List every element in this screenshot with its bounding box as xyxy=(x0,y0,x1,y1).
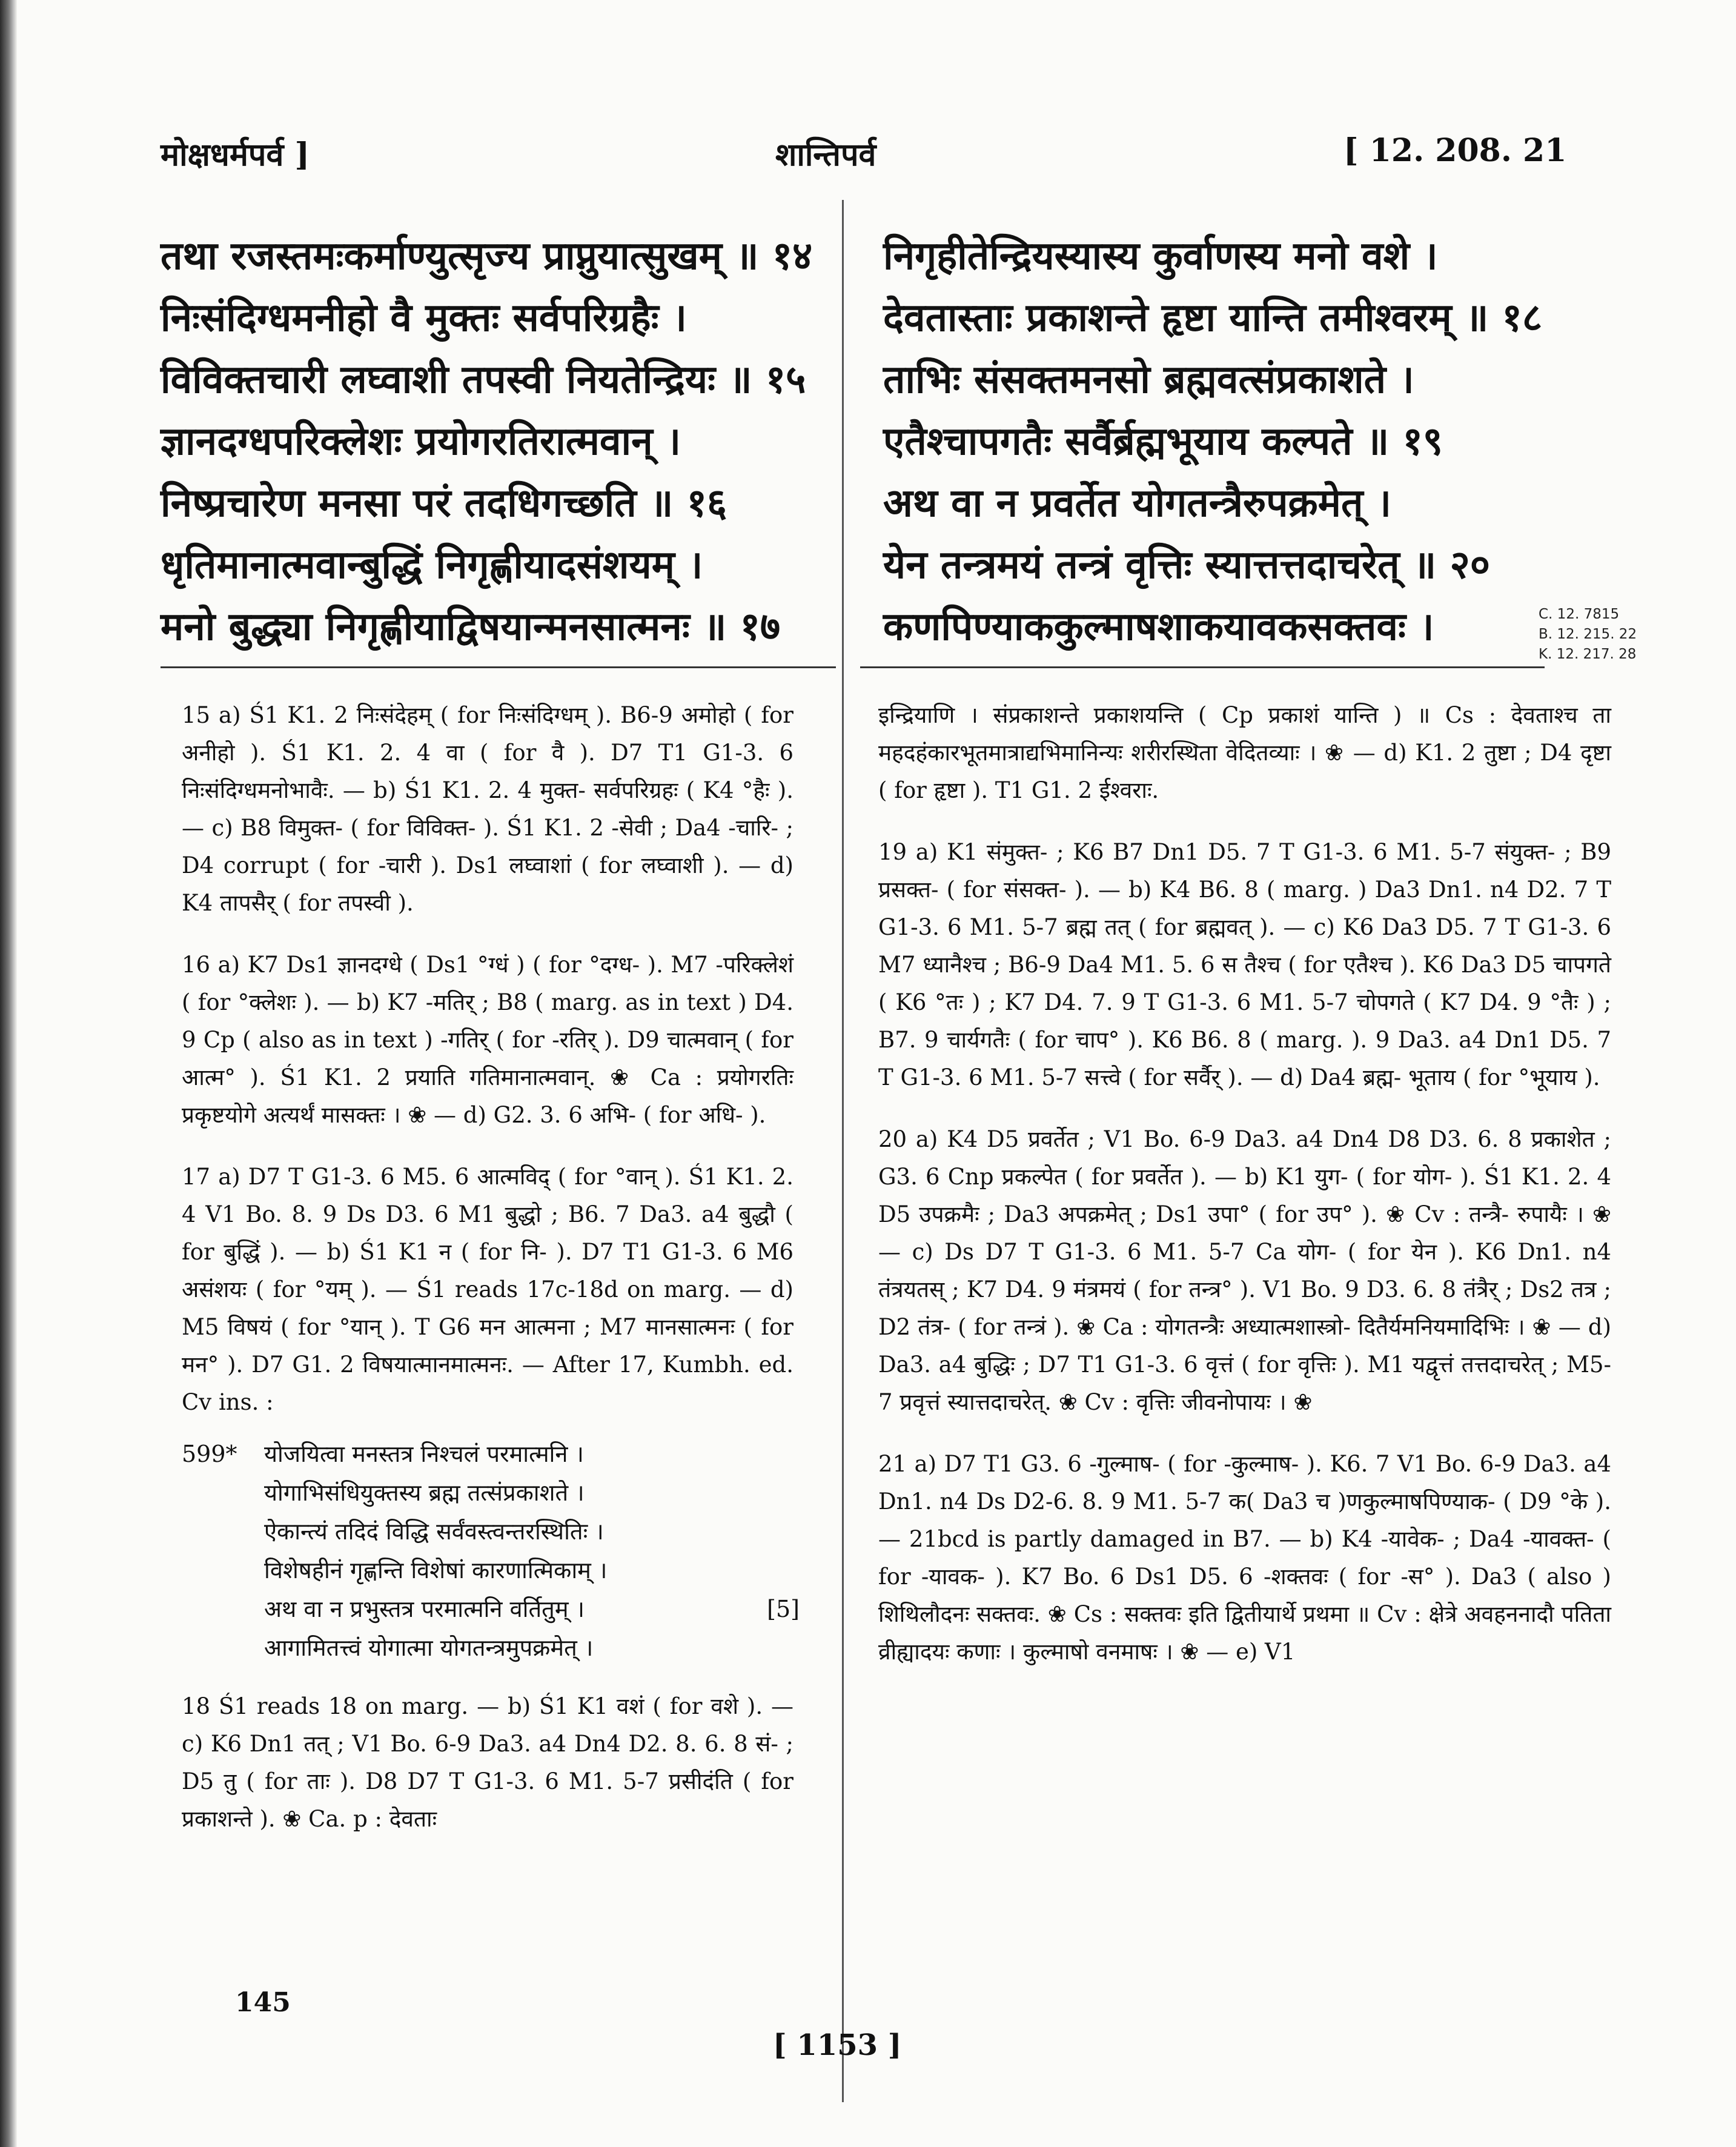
verse-line: एतैश्चापगतैः सर्वैर्ब्रह्मभूयाय कल्पते ॥ १९ xyxy=(883,419,1443,464)
verse-line: निगृहीतेन्द्रियस्यास्य कुर्वाणस्य मनो वशे । xyxy=(883,233,1438,279)
critical-note: 21 a) D7 T1 G3. 6 -गुल्माष- ( for -कुल्माष- ). K6. 7 V1 Bo. 6-9 Da3. a4 Dn1. n4 Ds D2-6. 8. 9 M1. 5-7 क( Da3 च )णकुल्माषपिण्याक- ( D9 °के ). — 21bcd is partly damaged in B7. — b) K4 -यावेक- ; Da4 -यावक्त- ( for -यावक- ). K7 Bo. 6 Ds1 D5. 6 -शक्तवः ( for -स° ). Da3 ( also ) शिथिलौदनः सक्तवः. ❀ Cs : सक्तवः इति द्वितीयार्थे प्रथमा ॥ Cv : क्षेत्रे अवहननादौ पतिता व्रीह्यादयः कणाः । कुल्माषो वनमाषः । ❀ — e) V1 xyxy=(878,1451,1611,1665)
verse-line: निःसंदिग्धमनीहो वै मुक्तः सर्वपरिग्रहैः । xyxy=(161,295,687,340)
critical-note: 18 Ś1 reads 18 on marg. — b) Ś1 K1 वशं ( for वशे ). — c) K6 Dn1 तत् ; V1 Bo. 6-9 Da3. a4 Dn4 D2. 8. 6. 8 सं- ; D5 तु ( for ताः ). D8 D7 T G1-3. 6 M1. 5-7 प्रसीदंति ( for प्रकाशन्ते ). ❀ Ca. p : देवताः xyxy=(182,1693,793,1832)
critical-note: 15 a) Ś1 K1. 2 निःसंदेहम् ( for निःसंदिग्धम् ). B6-9 अमोहो ( for अनीहो ). Ś1 K1. 2. 4 वा ( for वै ). D7 T1 G1-3. 6 निःसंदिग्धमनोभावैः. — b) Ś1 K1. 2. 4 मुक्त- सर्वपरिग्रहः ( K4 °हैः ). — c) B8 विमुक्त- ( for विविक्त- ). Ś1 K1. 2 -सेवी ; Da4 -चारि- ; D4 corrupt ( for -चारी ). Ds1 लघ्वाशां ( for लघ्वाशी ). — d) K4 तापसैर् ( for तपस्वी ). xyxy=(182,702,793,916)
critical-note: 19 a) K1 संमुक्त- ; K6 B7 Dn1 D5. 7 T G1-3. 6 M1. 5-7 संयुक्त- ; B9 प्रसक्त- ( for संसक्त- ). — b) K4 B6. 8 ( marg. ) Da3 Dn1. n4 D2. 7 T G1-3. 6 M1. 5-7 ब्रह्म तत् ( for ब्रह्मवत् ). — c) K6 Da3 D5. 7 T G1-3. 6 M7 ध्यानैश्च ; B6-9 Da4 M1. 5. 6 स तैश्च ( for एतैश्च ). K6 Da3 D5 चापगते ( K6 °तः ) ; K7 D4. 7. 9 T G1-3. 6 M1. 5-7 चोपगते ( K7 D4. 9 °तैः ) ; B7. 9 चार्यगतैः ( for चाप° ). K6 B6. 8 ( marg. ). 9 Da3. a4 Dn1 D5. 7 T G1-3. 6 M1. 5-7 सत्त्वे ( for सर्वैर् ). — d) Da4 ब्रह्म- भूताय ( for °भूयाय ). xyxy=(878,839,1611,1090)
appendix-line: अथ वा न प्रभुस्तत्र परमात्मनि वर्तितुम् । xyxy=(264,1596,585,1622)
verse-line: ज्ञानदग्धपरिक्लेशः प्रयोगरतिरात्मवान् । xyxy=(161,419,681,464)
book-binding-edge xyxy=(0,0,17,2147)
verse-line: धृतिमानात्मवान्बुद्धिं निगृह्णीयादसंशयम् । xyxy=(161,542,703,588)
critical-note: 16 a) K7 Ds1 ज्ञानदग्धे ( Ds1 °ग्धं ) ( for °दग्ध- ). M7 -परिक्लेशं ( for °क्लेशः ). — b) K7 -मतिर् ; B8 ( marg. as in text ) D4. 9 Cp ( also as in text ) -गतिर् ( for -रतिर् ). D9 चात्मवान् ( for आत्म° ). Ś1 K1. 2 प्रयाति गतिमानात्मवान्. ❀ Ca : प्रयोगरतिः प्रकृष्टयोगे अत्यर्थं मासक्तः । ❀ — d) G2. 3. 6 अभि- ( for अधि- ). xyxy=(182,952,793,1128)
footer-page-number: 145 xyxy=(235,1987,291,2018)
appendix-passage xyxy=(182,1435,800,1667)
verse-column-right xyxy=(883,225,1542,658)
verse-line: निष्प्रचारेण मनसा परं तदधिगच्छति ॥ १६ xyxy=(161,480,727,526)
appendix-line-number: [5] xyxy=(767,1596,800,1622)
verse-line: विविक्तचारी लघ्वाशी तपस्वी नियतेन्द्रियः ॥ १५ xyxy=(161,357,806,402)
verse-line: ताभिः संसक्तमनसो ब्रह्मवत्संप्रकाशते । xyxy=(883,357,1414,402)
appendix-line: ऐकान्त्यं तदिदं विद्धि सर्वंवस्त्वन्तरस्थितिः । xyxy=(264,1518,604,1545)
critical-notes-left xyxy=(182,697,800,1862)
footer-running-number: [ 1153 ] xyxy=(773,2028,902,2062)
verse-column-left xyxy=(161,225,812,658)
marginal-ref: B. 12. 215. 22 xyxy=(1539,626,1637,642)
verse-line: कणपिण्याककुल्माषशाकयावकसक्तवः । xyxy=(883,604,1434,649)
header-verse-reference: [ 12. 208. 21 xyxy=(1343,132,1567,169)
header-parvan-title: शान्तिपर्व xyxy=(775,136,876,173)
marginal-ref: K. 12. 217. 28 xyxy=(1539,646,1637,662)
appendix-line: आगामितत्त्वं योगात्मा योगतन्त्रमुपक्रमेत् । xyxy=(264,1634,594,1661)
verse-line: येन तन्त्रमयं तन्त्रं वृत्तिः स्यात्तत्तदाचरेत् ॥ २० xyxy=(883,542,1491,588)
verse-line: अथ वा न प्रवर्तेत योगतन्त्रैरुपक्रमेत् । xyxy=(883,480,1391,526)
verse-line: देवतास्ताः प्रकाशन्ते हृष्टा यान्ति तमीश्वरम् ॥ १८ xyxy=(883,295,1543,340)
notes-rule-left xyxy=(161,666,836,668)
critical-note: 20 a) K4 D5 प्रवर्तेत ; V1 Bo. 6-9 Da3. a4 Dn4 D8 D3. 6. 8 प्रकाशेत ; G3. 6 Cnp प्रकल्पेत ( for प्रवर्तेत ). — b) K1 युग- ( for योग- ). Ś1 K1. 2. 4 D5 उपक्रमैः ; Da3 अपक्रमेत् ; Ds1 उपा° ( for उप° ). ❀ Cv : तन्त्रै- रुपायैः । ❀ — c) Ds D7 T G1-3. 6 M1. 5-7 Ca योग- ( for येन ). K6 Dn1. n4 तंत्रयतस् ; K7 D4. 9 मंत्रमयं ( for तन्त्र° ). V1 Bo. 9 D3. 6. 8 तंत्रैर् ; Ds2 तत्र ; D2 तंत्र- ( for तन्त्रं ). ❀ Ca : योगतन्त्रैः अध्यात्मशास्त्रो- दितैर्यमनियमादिभिः । ❀ — d) Da3. a4 बुद्धिः ; D7 T1 G1-3. 6 वृत्तं ( for वृत्तिः ). M1 यद्वृत्तं तत्तदाचरेत् ; M5-7 प्रवृत्तं स्यात्तदाचरेत्. ❀ Cv : वृत्तिः जीवनोपायः । ❀ xyxy=(878,1126,1611,1415)
appendix-line: योगाभिसंधियुक्तस्य ब्रह्म तत्संप्रकाशते । xyxy=(264,1479,585,1506)
column-divider xyxy=(842,200,844,2102)
appendix-line: विशेषहीनं गृह्णन्ति विशेषां कारणात्मिकाम् । xyxy=(264,1557,608,1584)
verse-line: मनो बुद्ध्या निगृह्णीयाद्विषयान्मनसात्मनः ॥ १७ xyxy=(161,604,781,649)
critical-note: इन्द्रियाणि । संप्रकाशन्ते प्रकाशयन्ति ( Cp प्रकाशं यान्ति ) ॥ Cs : देवताश्च ता महदहंकारभूतमात्राद्यभिमानिन्यः शरीरस्थिता वेदितव्याः । ❀ — d) K1. 2 तुष्टा ; D4 दृष्टा ( for हृष्टा ). T1 G1. 2 ईश्वराः. xyxy=(878,702,1611,803)
marginal-concordance xyxy=(1539,605,1637,665)
critical-note: 17 a) D7 T G1-3. 6 M5. 6 आत्मविद् ( for °वान् ). Ś1 K1. 2. 4 V1 Bo. 8. 9 Ds D3. 6 M1 बुद्धो ; B6. 7 Da3. a4 बुद्धौ ( for बुद्धिं ). — b) Ś1 K1 न ( for नि- ). D7 T1 G1-3. 6 M6 असंशयः ( for °यम् ). — Ś1 reads 17c-18d on marg. — d) M5 विषयं ( for °यान् ). T G6 मन आत्मना ; M7 मानसात्मनः ( for मन° ). D7 G1. 2 विषयात्मानमात्मनः. — After 17, Kumbh. ed. Cv ins. : xyxy=(182,1164,793,1415)
appendix-line: योजयित्वा मनस्तत्र निश्चलं परमात्मनि । xyxy=(264,1441,584,1467)
verse-line: तथा रजस्तमःकर्माण्युत्सृज्य प्राप्नुयात्सुखम् ॥ १४ xyxy=(161,233,813,279)
header-section-title: मोक्षधर्मपर्व ] xyxy=(161,136,310,173)
notes-rule-right xyxy=(860,666,1545,668)
marginal-ref: C. 12. 7815 xyxy=(1539,606,1620,622)
critical-notes-right xyxy=(878,697,1611,1695)
appendix-id: 599* xyxy=(182,1441,237,1467)
